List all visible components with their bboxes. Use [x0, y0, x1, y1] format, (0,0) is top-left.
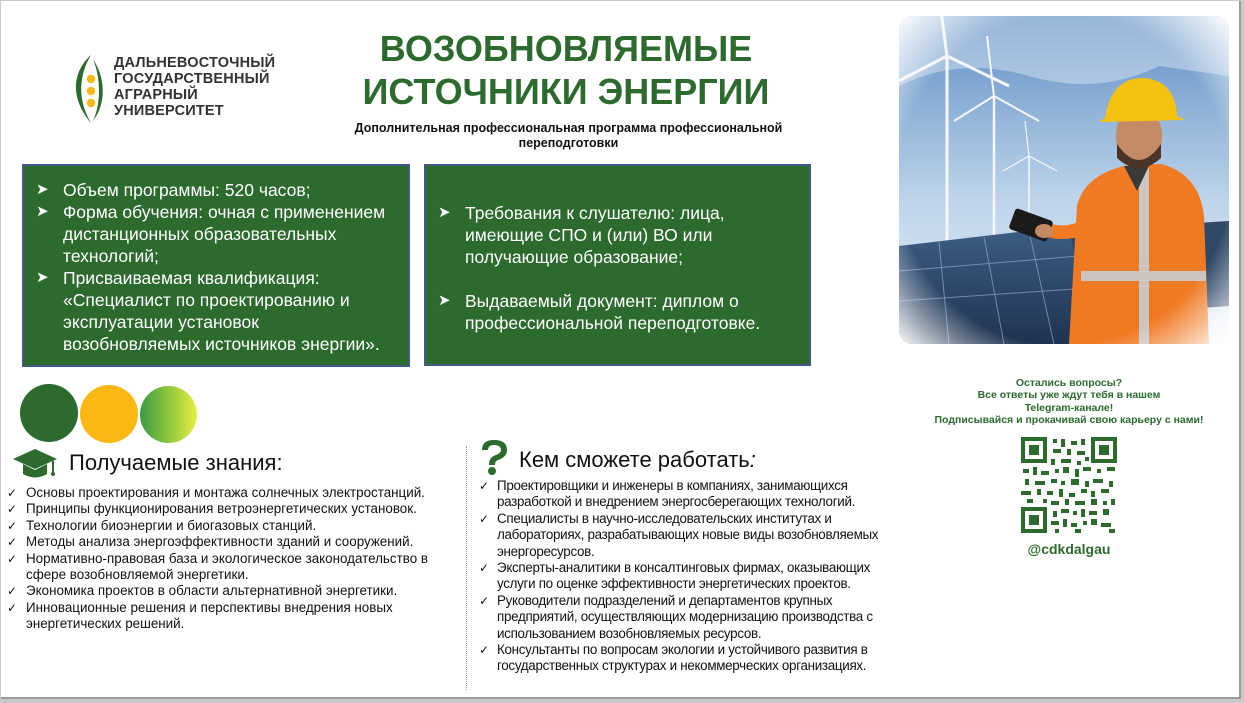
- telegram-line: Все ответы уже ждут тебя в нашем: [977, 389, 1161, 402]
- logo-line: УНИВЕРСИТЕТ: [114, 103, 224, 119]
- check-icon: ✓: [479, 643, 489, 658]
- check-icon: ✓: [7, 584, 18, 599]
- list-item: [36, 267, 400, 355]
- list-item: [479, 511, 907, 560]
- page-subtitle: Дополнительная профессиональная программа профессиональной переподготовки: [354, 121, 783, 150]
- item-text: Специалисты в научно-исследовательских институтах и лабораториях, разрабатывающих новые виды возобновляемых энергоресурсов.: [497, 510, 879, 559]
- check-icon: ✓: [7, 535, 18, 550]
- knowledge-title: Получаемые знания:: [69, 450, 283, 475]
- title-line: ИСТОЧНИКИ ЭНЕРГИИ: [362, 71, 770, 112]
- item-text: Требования к слушателю: лица, имеющие СПО и (или) ВО или получающие образование;: [465, 203, 725, 267]
- item-text: Выдаваемый документ: диплом о профессиональной переподготовке.: [465, 291, 761, 333]
- check-icon: ✓: [7, 600, 18, 615]
- arrow-bullet-icon: ➤: [36, 203, 49, 220]
- decor-circle-green: [20, 384, 78, 442]
- decor-circle-yellow: [80, 385, 138, 443]
- program-info-box: [22, 164, 410, 367]
- university-logo: [69, 53, 279, 125]
- item-text: Объем программы: 520 часов;: [63, 180, 311, 200]
- list-item: [36, 179, 400, 201]
- telegram-line: Остались вопросы?: [1015, 377, 1123, 389]
- check-icon: ✓: [7, 518, 18, 533]
- check-icon: ✓: [479, 561, 489, 576]
- list-item: [7, 485, 447, 501]
- item-text: Консультанты по вопросам экологии и устойчивого развития в государственных структурах и некоммерческих организациях.: [497, 642, 868, 674]
- qr-code-icon[interactable]: [1021, 437, 1117, 533]
- leaf-logo-icon: [69, 53, 111, 125]
- knowledge-list: [7, 485, 447, 633]
- arrow-bullet-icon: ➤: [438, 204, 451, 221]
- check-icon: ✓: [479, 479, 489, 493]
- telegram-line: Telegram-канале!: [1024, 401, 1114, 414]
- list-item: [7, 534, 447, 550]
- list-item: [479, 478, 907, 511]
- list-item: [7, 501, 447, 517]
- decor-circle-gradient: [140, 386, 197, 443]
- check-icon: ✓: [7, 551, 18, 566]
- item-text: Присваиваемая квалификация: «Специалист по проектированию и эксплуатации установок возобновляемых источников энергии».: [63, 268, 380, 354]
- item-text: Принципы функционирования ветроэнергетических установок.: [26, 501, 417, 517]
- list-item: [7, 600, 447, 633]
- logo-line: ГОСУДАРСТВЕННЫЙ: [114, 71, 270, 87]
- item-text: Основы проектирования и монтажа солнечных электростанций.: [26, 485, 425, 500]
- item-text: Проектировщики и инженеры в компаниях, занимающихся разработкой и внедрением энергосберегающих технологий.: [497, 478, 856, 510]
- item-text: Инновационные решения и перспективы внедрения новых энергетических решений.: [26, 599, 393, 632]
- graduation-cap-icon: [11, 447, 59, 481]
- item-text: Форма обучения: очная с применением дистанционных образовательных технологий;: [63, 202, 386, 266]
- arrow-bullet-icon: ➤: [36, 269, 49, 286]
- check-icon: ✓: [7, 502, 18, 517]
- arrow-bullet-icon: ➤: [36, 181, 49, 198]
- section-divider: [466, 446, 467, 690]
- logo-text: [114, 55, 275, 119]
- item-text: Руководители подразделений и департаментов крупных предприятий, осуществляющих модернизацию производства с использованием возобновляемых ресурсов.: [497, 592, 873, 641]
- list-item: [479, 642, 907, 675]
- logo-line: ДАЛЬНЕВОСТОЧНЫЙ: [114, 55, 276, 71]
- careers-title-colon: :: [749, 447, 756, 472]
- list-item: [438, 202, 799, 268]
- logo-line: АГРАРНЫЙ: [114, 87, 198, 103]
- arrow-bullet-icon: ➤: [438, 292, 451, 309]
- list-item: [7, 518, 447, 534]
- check-icon: ✓: [479, 593, 489, 608]
- list-item: [7, 551, 447, 584]
- telegram-line: Подписывайся и прокачивай свою карьеру с нами!: [934, 414, 1204, 427]
- requirements-box: [424, 164, 811, 366]
- telegram-handle[interactable]: @cdkdalgau: [1027, 541, 1111, 557]
- title-line: ВОЗОБНОВЛЯЕМЫЕ: [379, 28, 753, 69]
- item-text: Методы анализа энергоэффективности зданий и сооружений.: [26, 534, 414, 550]
- item-text: Технологии биоэнергии и биогазовых станций.: [26, 517, 317, 533]
- engineer-photo: [899, 16, 1229, 344]
- list-item: [438, 290, 799, 334]
- slide: [1, 1, 1241, 699]
- check-icon: ✓: [479, 511, 489, 526]
- telegram-promo: [919, 377, 1219, 427]
- careers-list: [479, 478, 907, 675]
- page-title: [331, 27, 801, 113]
- check-icon: ✓: [7, 486, 18, 500]
- list-item: [479, 593, 907, 642]
- question-icon: [476, 438, 512, 476]
- list-item: [36, 201, 400, 267]
- item-text: Эксперты-аналитики в консалтинговых фирмах, оказывающих услуги по оценке эффективности энергетических проектов.: [497, 560, 871, 592]
- item-text: Нормативно-правовая база и экологическое законодательство в сфере возобновляемой энергетики.: [26, 550, 428, 583]
- list-item: [7, 583, 447, 599]
- item-text: Экономика проектов в области альтернативной энергетики.: [26, 583, 398, 599]
- list-item: [479, 560, 907, 593]
- careers-title-text: Кем сможете работать: [519, 447, 750, 472]
- careers-title: [519, 447, 756, 473]
